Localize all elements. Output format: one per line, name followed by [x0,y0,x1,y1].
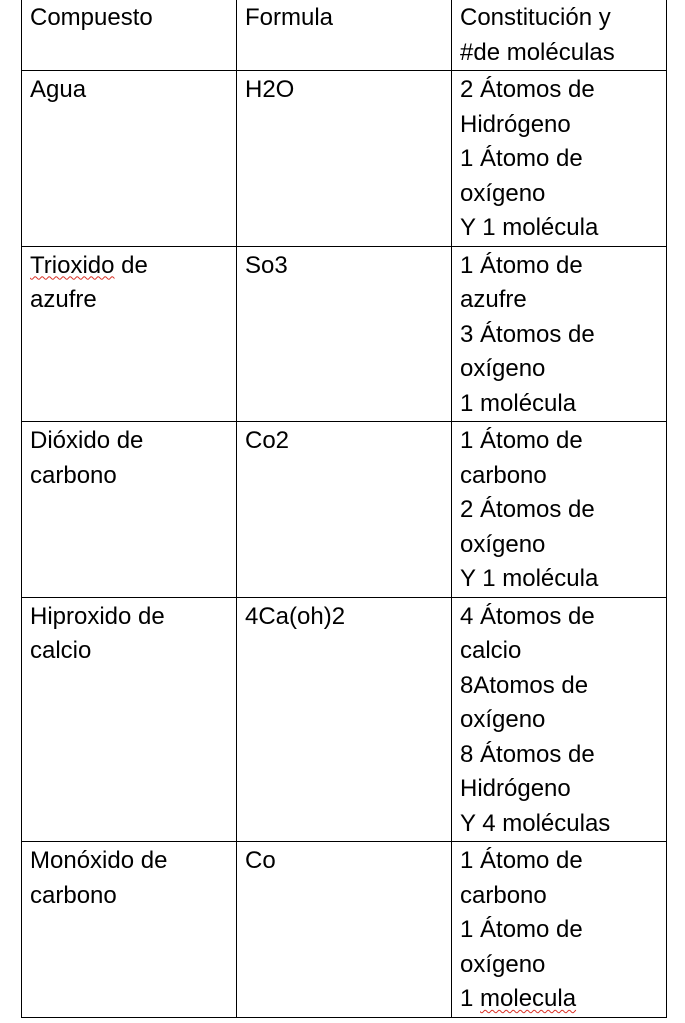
formula-cell [237,71,452,247]
constitucion-line: carbono [460,881,547,909]
table-row [22,842,667,1018]
constitucion-cell [452,842,667,1018]
table-row [22,422,667,598]
constitucion-cell [452,246,667,422]
constitucion-cell [452,422,667,598]
formula-cell [237,246,452,422]
formula-value: 4Ca(oh)2 [245,602,346,630]
constitucion-line: 1 Átomo de [460,145,583,172]
constitucion-line: Hidrógeno [460,110,571,138]
constitucion-line: 1 molecula [460,985,577,1012]
constitucion-line: 8 Átomos de [460,740,595,768]
compuesto-cell [22,246,237,422]
constitucion-line: 1 Átomo de [460,916,583,943]
formula-value: So3 [245,251,288,279]
constitucion-line: Y 4 moléculas [460,809,611,837]
compuesto-name: Hiproxido de calcio [30,602,165,664]
formula-value: Co [245,847,276,874]
constitucion-line: 1 Átomo de [460,847,583,874]
constitucion-line: 4 Átomos de [460,602,595,630]
constitucion-line: oxígeno [460,530,546,558]
compuesto-cell [22,422,237,598]
constitucion-line: azufre [460,286,527,313]
constitucion-line: 3 Átomos de [460,320,595,348]
constitucion-line: Hidrógeno [460,775,571,802]
constitucion-line: 1 molécula [460,389,577,417]
header-formula-label: Formula [245,4,334,31]
compuesto-name: Trioxido de azufre [30,251,148,313]
constitucion-line: carbono [460,461,547,489]
constitucion-cell [452,597,667,842]
table-row [22,71,667,247]
compuesto-cell [22,71,237,247]
header-compuesto [22,0,237,71]
compuesto-cell [22,597,237,842]
formula-cell [237,422,452,598]
compuesto-name: Agua [30,76,87,103]
compuesto-name: Monóxido de carbono [30,847,168,909]
compuesto-name: Dióxido de carbono [30,427,144,489]
compuesto-cell [22,842,237,1018]
formula-value: Co2 [245,427,290,454]
constitucion-line: oxígeno [460,706,546,733]
constitucion-line: 2 Átomos de [460,496,595,523]
constitucion-line: 1 Átomo de [460,427,583,454]
constitucion-line: 8Atomos de [460,671,589,699]
constitucion-line: calcio [460,637,522,664]
header-constitucion [452,0,667,71]
constitucion-line: 2 Átomos de [460,76,595,103]
constitucion-line: oxígeno [460,950,546,978]
compounds-table [21,0,667,1018]
table-row [22,597,667,842]
formula-cell [237,842,452,1018]
table-row [22,246,667,422]
formula-value: H2O [245,76,295,103]
constitucion-line: 1 Átomo de [460,251,583,279]
header-constitucion-label: Constitución y #de moléculas [460,4,615,66]
constitucion-line: oxígeno [460,355,546,382]
header-row [22,0,667,71]
header-compuesto-label: Compuesto [30,4,153,31]
formula-cell [237,597,452,842]
constitucion-line: Y 1 molécula [460,565,599,592]
constitucion-line: Y 1 molécula [460,214,599,241]
header-formula [237,0,452,71]
constitucion-line: oxígeno [460,179,546,207]
compounds-table-body [22,0,667,1017]
constitucion-cell [452,71,667,247]
